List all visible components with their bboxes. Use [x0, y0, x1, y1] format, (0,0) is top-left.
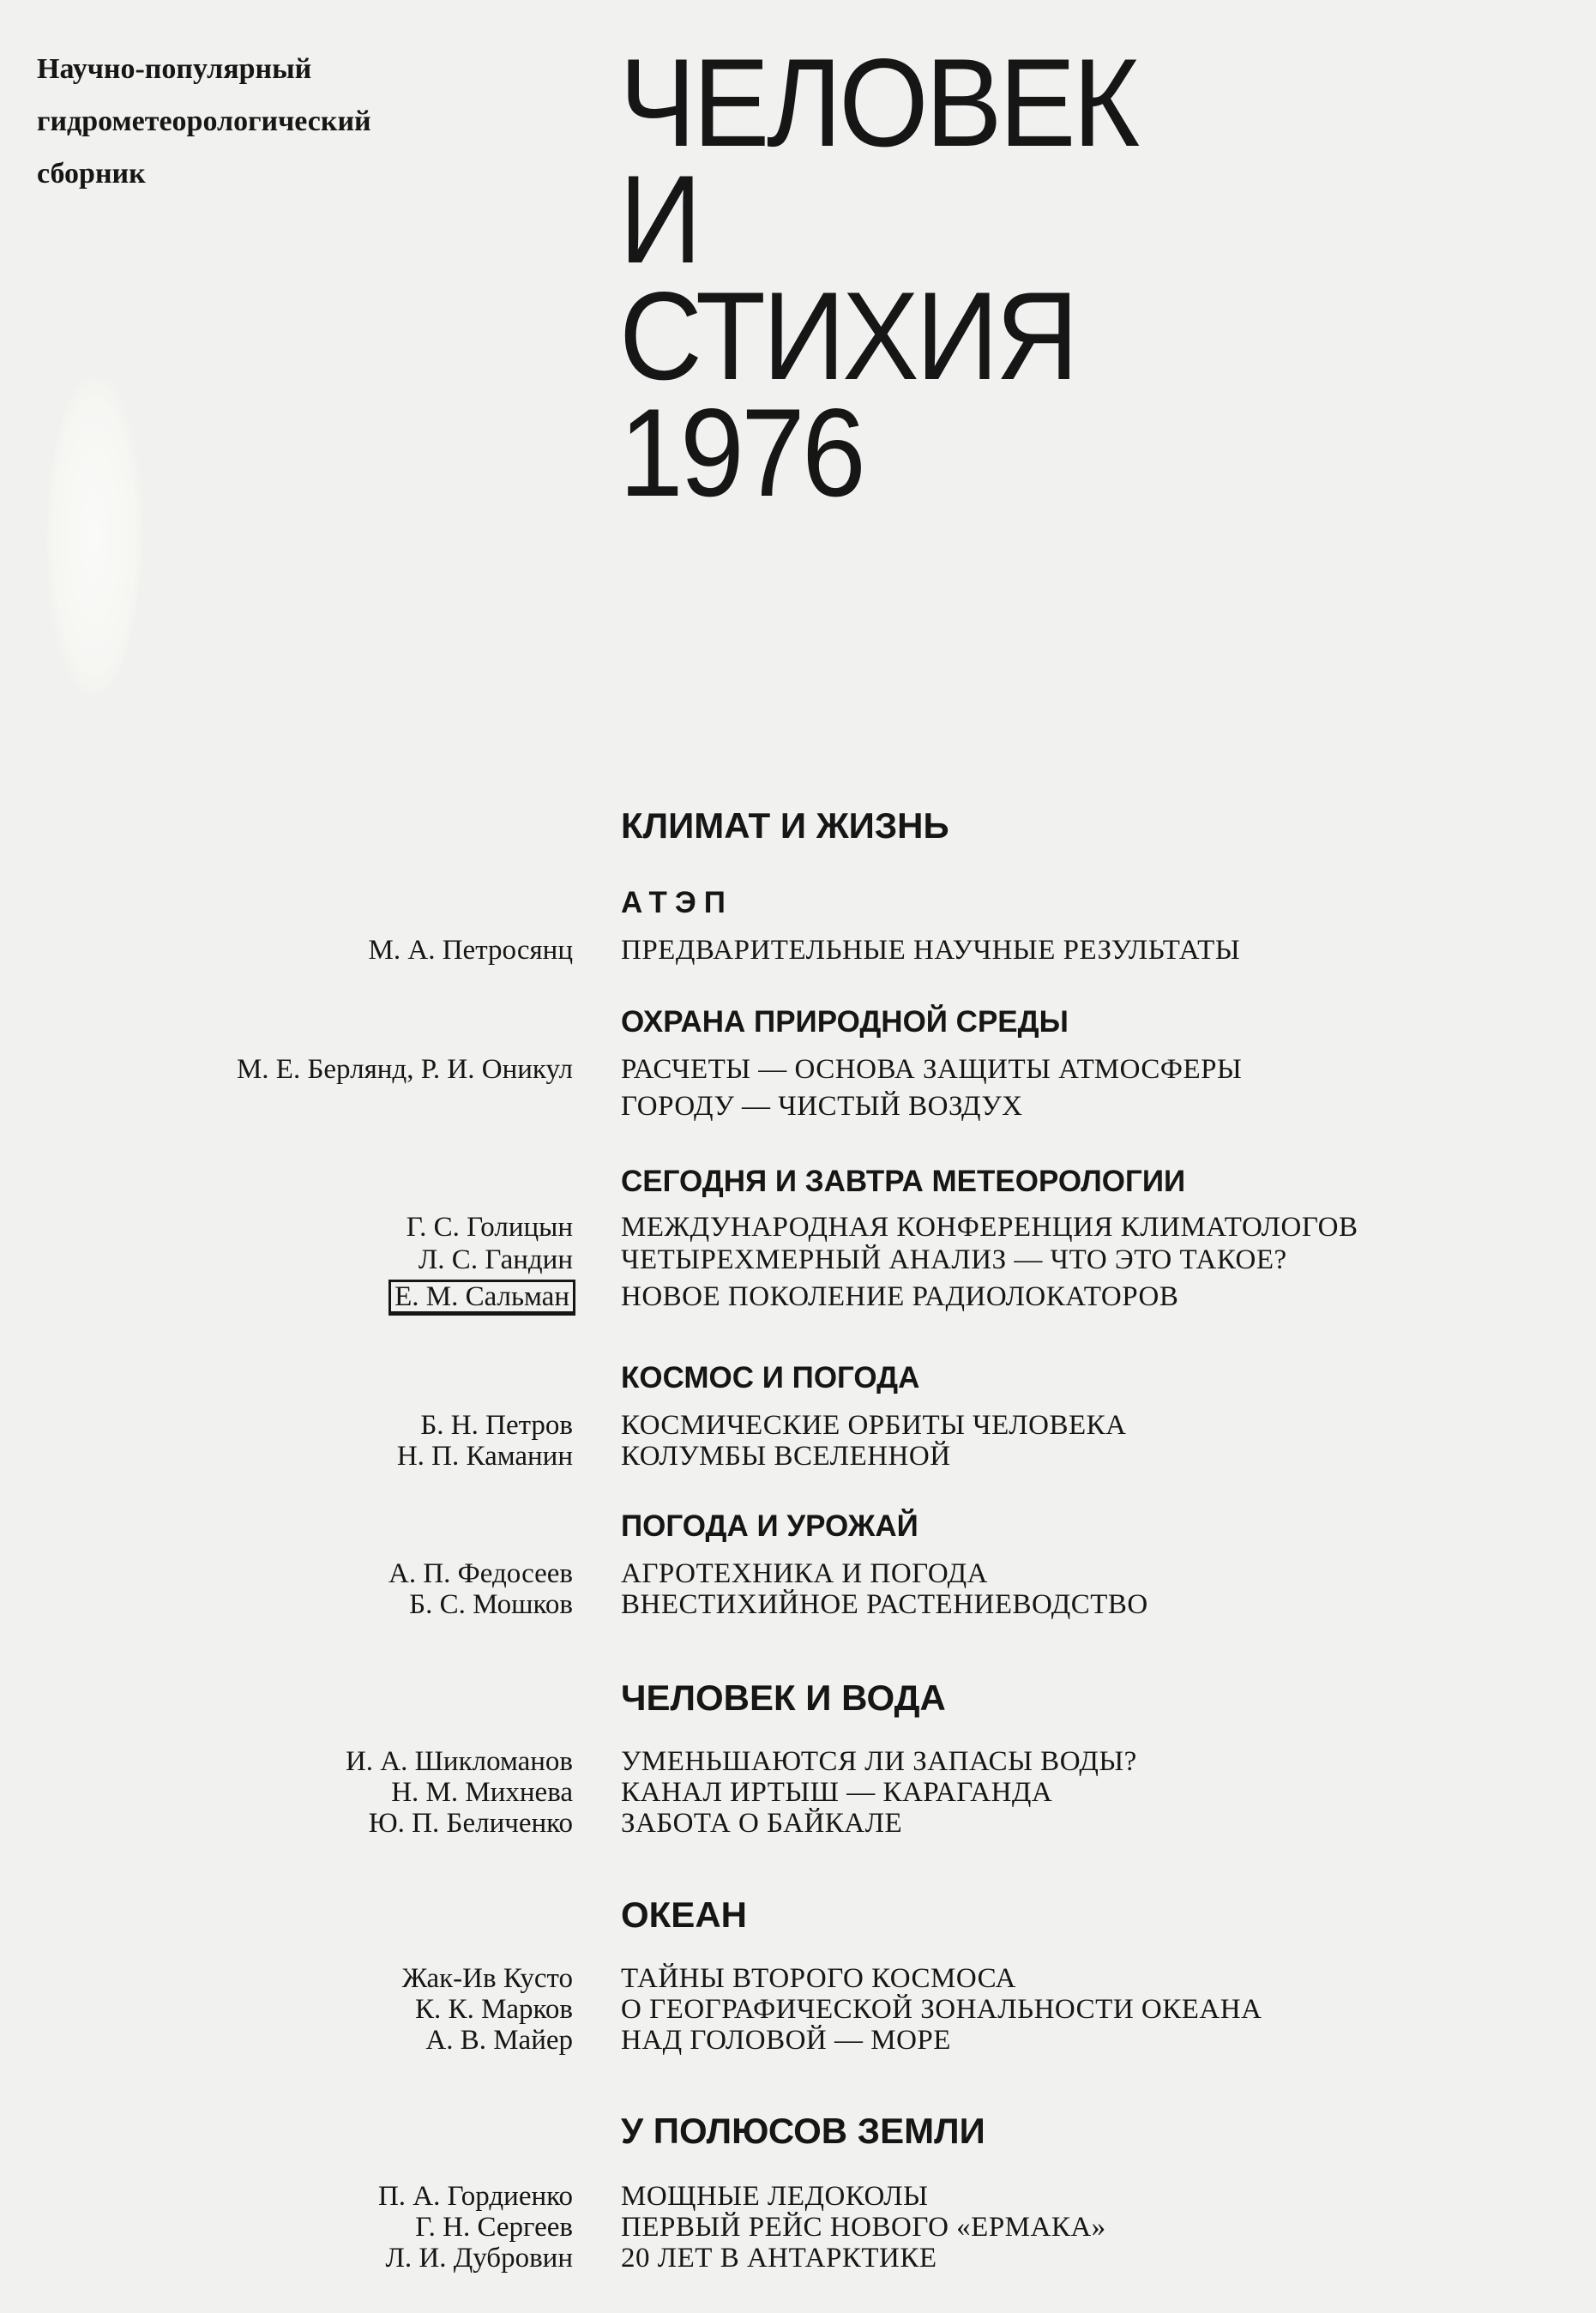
entry-author: Е. М. Сальман: [388, 1280, 575, 1316]
entry-author: Г. Н. Сергеев: [415, 2212, 573, 2243]
entry-title: НАД ГОЛОВОЙ — МОРЕ: [621, 2025, 951, 2056]
entry-author: К. К. Марков: [415, 1994, 573, 2025]
subtitle-line: сборник: [37, 158, 146, 190]
section-heading: ОКЕАН: [621, 1894, 747, 1935]
contents-entry: [0, 1587, 1596, 1622]
contents-entry: [0, 2210, 1596, 2244]
entry-title: КАНАЛ ИРТЫШ — КАРАГАНДА: [621, 1777, 1053, 1808]
title-line: 1976: [619, 382, 864, 522]
entry-author: М. А. Петросянц: [368, 935, 573, 966]
subsection-heading: СЕГОДНЯ И ЗАВТРА МЕТЕОРОЛОГИИ: [621, 1165, 1186, 1198]
book-title: [619, 33, 1137, 522]
entry-title: КОСМИЧЕСКИЕ ОРБИТЫ ЧЕЛОВЕКА: [621, 1410, 1127, 1441]
contents-entry: [0, 1408, 1596, 1443]
contents-entry: [0, 1992, 1596, 2027]
section-heading: ЧЕЛОВЕК И ВОДА: [621, 1678, 946, 1718]
title-line: ЧЕЛОВЕК: [619, 33, 1137, 172]
entry-title: ГОРОДУ — ЧИСТЫЙ ВОЗДУХ: [621, 1091, 1023, 1122]
contents-entry: [0, 1557, 1596, 1591]
contents-entry: [0, 1280, 1596, 1314]
contents-entry: [0, 1210, 1596, 1244]
entry-author: Н. М. Михнева: [391, 1777, 573, 1808]
contents-entry: [0, 2179, 1596, 2214]
entry-author: Л. И. Дубровин: [385, 2243, 573, 2274]
entry-author: М. Е. Берлянд, Р. И. Оникул: [236, 1054, 573, 1085]
entry-author: Жак-Ив Кусто: [401, 1963, 573, 1994]
entry-title: О ГЕОГРАФИЧЕСКОЙ ЗОНАЛЬНОСТИ ОКЕАНА: [621, 1994, 1262, 2025]
entry-title: ТАЙНЫ ВТОРОГО КОСМОСА: [621, 1963, 1016, 1994]
entry-title: ВНЕСТИХИЙНОЕ РАСТЕНИЕВОДСТВО: [621, 1589, 1148, 1620]
contents-entry: [0, 1744, 1596, 1779]
contents-entry: [0, 1775, 1596, 1810]
entry-title: ПЕРВЫЙ РЕЙС НОВОГО «ЕРМАКА»: [621, 2212, 1106, 2243]
entry-title: ПРЕДВАРИТЕЛЬНЫЕ НАУЧНЫЕ РЕЗУЛЬТАТЫ: [621, 935, 1241, 966]
subsection-heading: ОХРАНА ПРИРОДНОЙ СРЕДЫ: [621, 1005, 1069, 1039]
contents-entry: [0, 1806, 1596, 1840]
entry-author: А. П. Федосеев: [388, 1558, 573, 1589]
subsection-heading: ПОГОДА И УРОЖАЙ: [621, 1509, 918, 1543]
entry-title: 20 ЛЕТ В АНТАРКТИКЕ: [621, 2243, 937, 2274]
entry-title: УМЕНЬШАЮТСЯ ЛИ ЗАПАСЫ ВОДЫ?: [621, 1746, 1137, 1777]
contents-entry: [0, 933, 1596, 967]
subsection-heading: АТЭП: [621, 886, 733, 919]
contents-entry: [0, 1089, 1596, 1123]
contents-entry: [0, 2241, 1596, 2275]
entry-title: ЧЕТЫРЕХМЕРНЫЙ АНАЛИЗ — ЧТО ЭТО ТАКОЕ?: [621, 1244, 1287, 1275]
entry-author: Б. Н. Петров: [420, 1410, 573, 1441]
contents-entry: [0, 1243, 1596, 1277]
contents-entry: [0, 1961, 1596, 1996]
entry-title: АГРОТЕХНИКА И ПОГОДА: [621, 1558, 988, 1589]
entry-author: Г. С. Голицын: [406, 1212, 573, 1243]
paper-stain: [47, 377, 142, 695]
contents-entry: [0, 2023, 1596, 2057]
entry-title: НОВОЕ ПОКОЛЕНИЕ РАДИОЛОКАТОРОВ: [621, 1281, 1179, 1312]
entry-author: Л. С. Гандин: [418, 1244, 573, 1275]
subsection-heading: КОСМОС И ПОГОДА: [621, 1361, 920, 1394]
entry-title: РАСЧЕТЫ — ОСНОВА ЗАЩИТЫ АТМОСФЕРЫ: [621, 1054, 1243, 1085]
entry-author: Ю. П. Беличенко: [368, 1808, 573, 1839]
title-line: И: [619, 149, 699, 289]
entry-title: КОЛУМБЫ ВСЕЛЕННОЙ: [621, 1441, 951, 1472]
contents-entry: [0, 1052, 1596, 1087]
entry-author: И. А. Шикломанов: [345, 1746, 573, 1777]
subtitle-line: Научно-популярный: [37, 53, 312, 85]
title-line: СТИХИЯ: [619, 266, 1076, 406]
entry-author: А. В. Майер: [425, 2025, 573, 2056]
section-heading: У ПОЛЮСОВ ЗЕМЛИ: [621, 2111, 985, 2151]
section-heading: КЛИМАТ И ЖИЗНЬ: [621, 805, 949, 846]
entry-title: ЗАБОТА О БАЙКАЛЕ: [621, 1808, 903, 1839]
entry-title: МОЩНЫЕ ЛЕДОКОЛЫ: [621, 2181, 929, 2212]
entry-author: П. А. Гордиенко: [377, 2181, 573, 2212]
contents-entry: [0, 1439, 1596, 1473]
entry-author: Б. С. Мошков: [409, 1589, 573, 1620]
subtitle-line: гидрометеорологический: [37, 105, 371, 137]
entry-author: Н. П. Каманин: [396, 1441, 573, 1472]
entry-title: МЕЖДУНАРОДНАЯ КОНФЕРЕНЦИЯ КЛИМАТОЛОГОВ: [621, 1212, 1358, 1243]
publication-subtitle: [37, 43, 371, 200]
